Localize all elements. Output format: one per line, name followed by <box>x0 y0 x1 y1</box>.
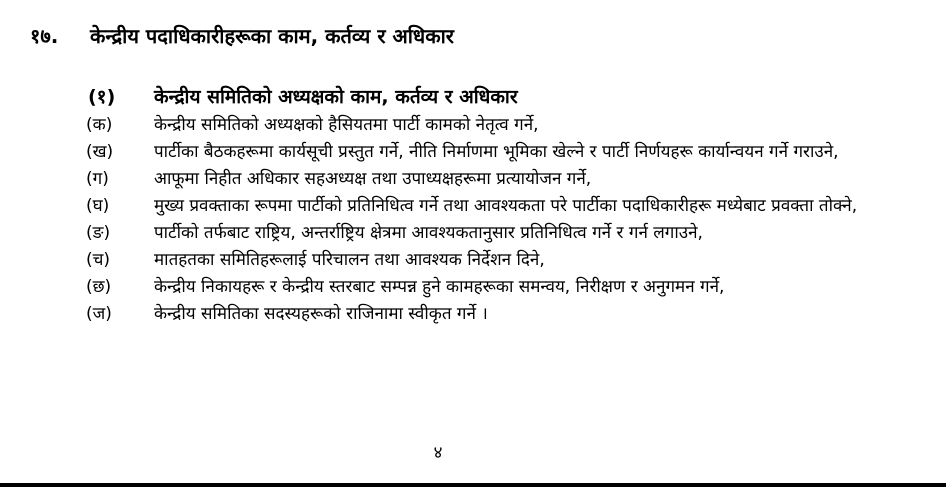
list-item <box>86 140 926 164</box>
subsection-title: केन्द्रीय समितिको अध्यक्षको काम, कर्तव्य र अधिकार <box>154 86 518 108</box>
item-text: केन्द्रीय समितिको अध्यक्षको हैसियतमा पार्टी कामको नेतृत्व गर्ने, <box>154 115 539 135</box>
list-item <box>86 275 926 299</box>
list-item <box>86 167 926 191</box>
subsection-number: (१) <box>88 86 116 108</box>
item-marker: (ज) <box>86 304 112 324</box>
item-text: केन्द्रीय निकायहरू र केन्द्रीय स्तरबाट सम्पन्न हुने कामहरूका समन्वय, निरीक्षण र अनुगमन गर्ने, <box>154 277 725 297</box>
item-text: पार्टीका बैठकहरूमा कार्यसूची प्रस्तुत गर्ने, नीति निर्माणमा भूमिका खेल्ने र पार्टी निर्णयहरू कार्यान्वयन गर्ने गराउने, <box>154 142 839 162</box>
item-text: मातहतका समितिहरूलाई परिचालन तथा आवश्यक निर्देशन दिने, <box>154 250 545 270</box>
section-heading <box>30 22 454 49</box>
item-marker: (क) <box>86 115 113 135</box>
list-item <box>86 248 926 272</box>
item-marker: (ख) <box>86 142 114 162</box>
item-marker: (घ) <box>86 196 110 216</box>
clause-list <box>86 113 926 329</box>
item-text: केन्द्रीय समितिका सदस्यहरूको राजिनामा स्वीकृत गर्ने । <box>154 304 488 324</box>
page-number: ४ <box>433 443 443 463</box>
item-marker: (ग) <box>86 169 109 189</box>
list-item <box>86 194 926 218</box>
subsection-heading <box>88 83 518 109</box>
section-number: १७. <box>30 24 59 48</box>
item-text: मुख्य प्रवक्ताका रूपमा पार्टीको प्रतिनिधित्व गर्ने तथा आवश्यकता परे पार्टीका पदाधिकारीहरू मध्येबाट प्रवक्ता तोक्ने, <box>154 196 858 216</box>
item-marker: (ङ) <box>86 223 111 243</box>
list-item <box>86 113 926 137</box>
item-text: आफूमा निहीत अधिकार सहअध्यक्ष तथा उपाध्यक्षहरूमा प्रत्यायोजन गर्ने, <box>154 169 592 189</box>
item-text: पार्टीको तर्फबाट राष्ट्रिय, अन्तर्राष्ट्रिय क्षेत्रमा आवश्यकतानुसार प्रतिनिधित्व गर्ने र गर्न लगाउने, <box>154 223 703 243</box>
bottom-rule <box>0 483 946 487</box>
section-title: केन्द्रीय पदाधिकारीहरूका काम, कर्तव्य र अधिकार <box>90 24 454 48</box>
item-marker: (छ) <box>86 277 112 297</box>
list-item <box>86 302 926 326</box>
item-marker: (च) <box>86 250 111 270</box>
list-item <box>86 221 926 245</box>
